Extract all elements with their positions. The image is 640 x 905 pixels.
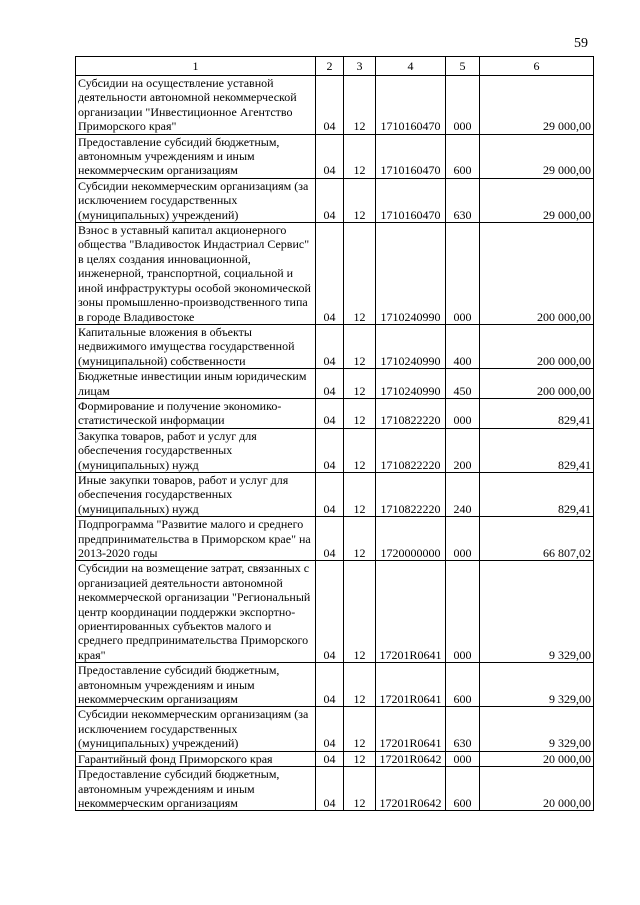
amount-cell: 200 000,00 <box>480 223 594 325</box>
subsection-code-cell: 12 <box>344 767 376 811</box>
amount-cell: 200 000,00 <box>480 369 594 399</box>
subsection-code-cell: 12 <box>344 663 376 707</box>
table-header-row <box>76 57 594 76</box>
subsection-code-cell: 12 <box>344 707 376 751</box>
column-header: 6 <box>480 57 594 76</box>
section-code-cell: 04 <box>316 767 344 811</box>
section-code-cell: 04 <box>316 324 344 368</box>
section-code-cell: 04 <box>316 663 344 707</box>
target-article-cell: 17201R0641 <box>376 707 446 751</box>
subsection-code-cell: 12 <box>344 561 376 663</box>
expense-type-cell: 630 <box>446 707 480 751</box>
target-article-cell: 17201R0642 <box>376 751 446 766</box>
table-row <box>76 663 594 707</box>
expense-type-cell: 400 <box>446 324 480 368</box>
column-header: 3 <box>344 57 376 76</box>
section-code-cell: 04 <box>316 76 344 135</box>
table-body <box>76 76 594 811</box>
section-code-cell: 04 <box>316 398 344 428</box>
row-name-cell: Предоставление субсидий бюджетным, автономным учреждениям и иным некоммерческим организациям <box>76 663 316 707</box>
row-name-cell: Капитальные вложения в объекты недвижимого имущества государственной (муниципальной) собственности <box>76 324 316 368</box>
target-article-cell: 17201R0642 <box>376 767 446 811</box>
amount-cell: 29 000,00 <box>480 134 594 178</box>
amount-cell: 29 000,00 <box>480 76 594 135</box>
expense-type-cell: 600 <box>446 767 480 811</box>
column-header: 4 <box>376 57 446 76</box>
section-code-cell: 04 <box>316 223 344 325</box>
expense-type-cell: 600 <box>446 134 480 178</box>
amount-cell: 20 000,00 <box>480 767 594 811</box>
expense-type-cell: 000 <box>446 517 480 561</box>
row-name-cell: Иные закупки товаров, работ и услуг для обеспечения государственных (муниципальных) нужд <box>76 472 316 516</box>
row-name-cell: Субсидии некоммерческим организациям (за исключением государственных (муниципальных) учреждений) <box>76 178 316 222</box>
expense-type-cell: 600 <box>446 663 480 707</box>
target-article-cell: 1720000000 <box>376 517 446 561</box>
expense-type-cell: 000 <box>446 223 480 325</box>
budget-table <box>75 56 594 811</box>
expense-type-cell: 000 <box>446 76 480 135</box>
table-row <box>76 76 594 135</box>
subsection-code-cell: 12 <box>344 428 376 472</box>
table-row <box>76 707 594 751</box>
target-article-cell: 1710822220 <box>376 398 446 428</box>
table-row <box>76 472 594 516</box>
target-article-cell: 17201R0641 <box>376 561 446 663</box>
page-number: 59 <box>574 36 588 51</box>
target-article-cell: 1710160470 <box>376 178 446 222</box>
amount-cell: 20 000,00 <box>480 751 594 766</box>
amount-cell: 9 329,00 <box>480 663 594 707</box>
expense-type-cell: 000 <box>446 561 480 663</box>
expense-type-cell: 630 <box>446 178 480 222</box>
target-article-cell: 1710240990 <box>376 324 446 368</box>
row-name-cell: Взнос в уставный капитал акционерного общества "Владивосток Индастриал Сервис" в целях создания инновационной, инженерной, транспортной, социальной и иной инфраструктуры особой экономической зоны промышленно-производственного типа в городе Владивостоке <box>76 223 316 325</box>
row-name-cell: Субсидии на возмещение затрат, связанных с организацией деятельности автономной некоммерческой организации "Региональный центр координации поддержки экспортно-ориентированных субъектов малого и среднего предпринимательства Приморского края" <box>76 561 316 663</box>
section-code-cell: 04 <box>316 369 344 399</box>
expense-type-cell: 000 <box>446 751 480 766</box>
subsection-code-cell: 12 <box>344 398 376 428</box>
table-row <box>76 428 594 472</box>
section-code-cell: 04 <box>316 178 344 222</box>
column-header: 1 <box>76 57 316 76</box>
table-row <box>76 324 594 368</box>
amount-cell: 829,41 <box>480 472 594 516</box>
amount-cell: 66 807,02 <box>480 517 594 561</box>
target-article-cell: 1710160470 <box>376 134 446 178</box>
subsection-code-cell: 12 <box>344 76 376 135</box>
table-row <box>76 369 594 399</box>
target-article-cell: 1710160470 <box>376 76 446 135</box>
row-name-cell: Гарантийный фонд Приморского края <box>76 751 316 766</box>
row-name-cell: Бюджетные инвестиции иным юридическим лицам <box>76 369 316 399</box>
table-row <box>76 751 594 766</box>
subsection-code-cell: 12 <box>344 223 376 325</box>
target-article-cell: 1710822220 <box>376 472 446 516</box>
section-code-cell: 04 <box>316 472 344 516</box>
amount-cell: 829,41 <box>480 428 594 472</box>
row-name-cell: Подпрограмма "Развитие малого и среднего предпринимательства в Приморском крае" на 2013-2020 годы <box>76 517 316 561</box>
section-code-cell: 04 <box>316 517 344 561</box>
subsection-code-cell: 12 <box>344 178 376 222</box>
section-code-cell: 04 <box>316 428 344 472</box>
table-row <box>76 178 594 222</box>
column-header: 2 <box>316 57 344 76</box>
section-code-cell: 04 <box>316 561 344 663</box>
row-name-cell: Закупка товаров, работ и услуг для обеспечения государственных (муниципальных) нужд <box>76 428 316 472</box>
amount-cell: 9 329,00 <box>480 561 594 663</box>
expense-type-cell: 450 <box>446 369 480 399</box>
table-row <box>76 517 594 561</box>
expense-type-cell: 240 <box>446 472 480 516</box>
section-code-cell: 04 <box>316 707 344 751</box>
subsection-code-cell: 12 <box>344 369 376 399</box>
row-name-cell: Формирование и получение экономико-статистической информации <box>76 398 316 428</box>
target-article-cell: 1710240990 <box>376 369 446 399</box>
row-name-cell: Предоставление субсидий бюджетным, автономным учреждениям и иным некоммерческим организациям <box>76 767 316 811</box>
subsection-code-cell: 12 <box>344 472 376 516</box>
target-article-cell: 1710240990 <box>376 223 446 325</box>
subsection-code-cell: 12 <box>344 751 376 766</box>
subsection-code-cell: 12 <box>344 517 376 561</box>
section-code-cell: 04 <box>316 751 344 766</box>
table-row <box>76 134 594 178</box>
table-row <box>76 223 594 325</box>
subsection-code-cell: 12 <box>344 134 376 178</box>
amount-cell: 29 000,00 <box>480 178 594 222</box>
expense-type-cell: 200 <box>446 428 480 472</box>
target-article-cell: 1710822220 <box>376 428 446 472</box>
row-name-cell: Субсидии на осуществление уставной деятельности автономной некоммерческой организации "Инвестиционное Агентство Приморского края" <box>76 76 316 135</box>
expense-type-cell: 000 <box>446 398 480 428</box>
column-header: 5 <box>446 57 480 76</box>
section-code-cell: 04 <box>316 134 344 178</box>
target-article-cell: 17201R0641 <box>376 663 446 707</box>
table-row <box>76 561 594 663</box>
amount-cell: 9 329,00 <box>480 707 594 751</box>
subsection-code-cell: 12 <box>344 324 376 368</box>
row-name-cell: Субсидии некоммерческим организациям (за исключением государственных (муниципальных) учреждений) <box>76 707 316 751</box>
row-name-cell: Предоставление субсидий бюджетным, автономным учреждениям и иным некоммерческим организациям <box>76 134 316 178</box>
table-row <box>76 398 594 428</box>
amount-cell: 200 000,00 <box>480 324 594 368</box>
amount-cell: 829,41 <box>480 398 594 428</box>
table-row <box>76 767 594 811</box>
